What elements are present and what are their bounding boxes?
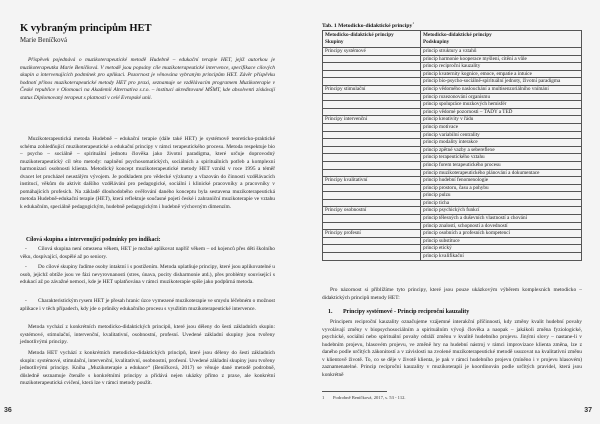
table-row — [323, 169, 582, 177]
cell-group — [323, 169, 421, 177]
cell-subgroup: princip vědomého naslouchání a multisenzoriálního vnímání — [421, 85, 582, 93]
header-line: Metodicko-didaktické principy — [325, 32, 394, 38]
cell-group: Principy kvalitativní — [323, 177, 421, 185]
table-row — [323, 161, 582, 169]
cell-group — [323, 222, 421, 230]
table-row — [323, 146, 582, 154]
cell-group — [323, 101, 421, 109]
cell-group — [323, 154, 421, 162]
header-line: Skupiny — [325, 39, 344, 45]
cell-group: Principy stimulační — [323, 85, 421, 93]
cell-group: Principy profesní — [323, 230, 421, 238]
table-row — [323, 55, 582, 63]
table-row — [323, 78, 582, 86]
cell-group — [323, 63, 421, 71]
cell-group — [323, 184, 421, 192]
table-row — [323, 207, 582, 215]
table-row — [323, 48, 582, 56]
cell-subgroup: princip hudební fenomenologie — [421, 177, 582, 185]
cell-subgroup: princip substituce — [421, 237, 582, 245]
footnote-ref: 1 — [412, 21, 414, 25]
table-row — [323, 131, 582, 139]
cell-subgroup: princip kvalifikační — [421, 253, 582, 261]
cell-group: Principy osobnostní — [323, 207, 421, 215]
cell-group — [323, 123, 421, 131]
abstract: Příspěvek pojednává o muzikoterapeutické metodě Hudebně – edukační terapie HET, jejíž autorkou je muzikoterapeutka Marie Beníčková. V metodě jsou popsány cíle muzikoterapeutické intervence, specifikace cílových skupin a intervenujících podmínek pro aplikaci. Pozornost je věnována vybraným principům HET. Závěr příspěvku hodnotí přínos muzikoterapeutické metody HET pro praxi, seznamuje se vzdělávacím programem Muzikoterapie v České republice v Olomouci na Akademii Alternativa s.r.o. – instituci akreditované MŠMT, kde absolventi získávají status Diplomovaný terapeut s platností v celé Evropské unii. — [20, 57, 275, 101]
cell-group — [323, 199, 421, 207]
bullet-text: Do cílové skupiny řadíme osoby intaktní i s postižením. Metoda uplatňuje principy, které jsou aplikovatelné u osob, jejichž obtíže jsou ve fázi nevyrovnanosti (stres, únava, pocity disharmonie atd.), přes problémy související s edukací až po závažné nemoci, kde je HET uplatňována v rámci muzikoterapie spíše jako podpůrná metoda. — [20, 264, 275, 286]
author-name: Marie Beníčková — [20, 37, 67, 44]
bullet-marker: - — [25, 246, 27, 252]
table-row — [323, 222, 582, 230]
table-row — [323, 123, 582, 131]
cell-subgroup: princip kvaternity kognice, emoce, empatie a intuice — [421, 70, 582, 78]
column-header-subgroups — [421, 31, 582, 48]
cell-group — [323, 237, 421, 245]
header-line: Podskupiny — [423, 39, 450, 45]
table-row — [323, 63, 582, 71]
cell-group — [323, 70, 421, 78]
cell-subgroup: princip struktury a vztahů — [421, 48, 582, 56]
table-row — [323, 116, 582, 124]
table-row — [323, 101, 582, 109]
bullet-item — [20, 298, 275, 313]
cell-subgroup: princip kreativity v řádu — [421, 116, 582, 124]
cell-subgroup: princip prostoru, času a pohybu — [421, 184, 582, 192]
bullet-item — [20, 264, 275, 287]
cell-group — [323, 55, 421, 63]
cell-group: Principy intervenční — [323, 116, 421, 124]
cell-subgroup: princip terapeutického vztahu — [421, 154, 582, 162]
cell-subgroup: princip zpětné vazby a sebereflexe — [421, 146, 582, 154]
bullet-marker: - — [25, 264, 27, 270]
table-caption-text: Tab. 1 Metodicko-didaktické principy — [322, 22, 413, 29]
body-paragraph-2: Metoda vychází z konkrétních metodicko-didaktických principů, které jsou děleny do šesti základních skupin: systémové, stimulační, intervenční, kvalitativní, osobnostní, profesní. Uvedené základní skupiny jsou tvořeny jednotlivými principy. — [20, 324, 275, 346]
cell-group — [323, 161, 421, 169]
cell-group — [323, 146, 421, 154]
body-paragraph-1: Muzikoterapeutická metoda Hudebně – edukační terapie (dále také HET) je systémově teoreticko-praktické schéma zohledňující muzikoterapeutické a edukační principy v rámci terapeutického procesu. Metoda respektuje bio – psycho – sociálně – spirituální jednotu člověka jako životní paradigma, které určuje doprovodný muzikoterapeutický cíl této metody: naplnění psychosomatických, sociálních a spirituálních potřeb a komplexní harmonizaci osobnosti klienta. Metodický koncept muzikoterapeutické metody HET vznikl v roce 1995 a téměř dvacet let procházel neustálým vývojem. Je podkladem pro vědecké výzkumy a vřazován do činnosti vzdělávacích institucí, věkům do aktivit dalšího vzdělávání pro pedagogické, sociální i klinické pracovníky a pracovníky v pomáhajících profesích. Na základě dlouhodobého ověřování daného konceptu byla sestavena muzikoterapeutická metoda Hudebně-edukační terapie (HET), která reflektuje současné pojetí české i zahraniční muzikoterapie ve vztahu k edukačním, speciálně pedagogickým, hudebně pedagogickým i hudebně výchovným dimenzím. — [20, 136, 275, 210]
cell-subgroup: princip ticha — [421, 199, 582, 207]
table-row — [323, 177, 582, 185]
table-header-row — [323, 31, 582, 48]
footnote-number: 1 — [322, 395, 325, 400]
table-row — [323, 93, 582, 101]
intro-paragraph: Pro názornost si přiblížíme tyto principy, které jsou pouze ukázkovým výběrem komplexních metodicko – didaktických principů metody HET: — [322, 287, 582, 301]
cell-group: Principy systémové — [323, 48, 421, 56]
cell-subgroup: princip pulzu — [421, 192, 582, 200]
cell-group — [323, 139, 421, 147]
page-number: 37 — [584, 407, 592, 414]
table-row — [323, 192, 582, 200]
cell-subgroup: princip rozezonování organismu — [421, 93, 582, 101]
article-title: K vybraným principům HET — [20, 23, 152, 34]
page-number: 36 — [4, 407, 12, 414]
table-row — [323, 215, 582, 223]
bullet-item — [20, 246, 275, 261]
table-row — [323, 70, 582, 78]
cell-group — [323, 192, 421, 200]
cell-group — [323, 108, 421, 116]
cell-subgroup: princip znalostí, schopností a dovedností — [421, 222, 582, 230]
cell-group — [323, 78, 421, 86]
cell-group — [323, 131, 421, 139]
cell-subgroup: princip spolupráce mozkových hemisfér — [421, 101, 582, 109]
section-number: 1. — [328, 309, 333, 315]
body-paragraph-3: Metoda HET vychází z konkrétních metodicko-didaktických principů, které jsou děleny do šesti základních skupin: systémové, stimulační, intervenční, kvalitativní, osobnostní, profesní. Uvedené základní skupiny jsou tvořeny jednotlivými principy. Kniha „Muzikoterapie a edukace“ (Beníčková, 2017) se věnuje dané metodě podrobně, důsledně seznamuje čtenáře s konkrétními principy a přidává nejen ukázky přímo z praxe, ale konkrétní muzikoterapeutická cvičení, která lze v rámci metody použít. — [20, 350, 275, 387]
table-row — [323, 199, 582, 207]
cell-subgroup: princip motivace — [421, 123, 582, 131]
cell-subgroup: princip psychických funkcí — [421, 207, 582, 215]
cell-subgroup: princip harmonie kooperace myšlení, cítění a vůle — [421, 55, 582, 63]
footnote — [322, 395, 406, 400]
table-row — [323, 108, 582, 116]
table-row — [323, 154, 582, 162]
section-title: Principy systémové - Princip reciproční kauzality — [343, 309, 470, 315]
cell-subgroup: princip modality interakce — [421, 139, 582, 147]
cell-group — [323, 253, 421, 261]
table-row — [323, 184, 582, 192]
target-group-heading: Cílová skupina a intervenující podmínky pro indikaci: — [26, 237, 161, 243]
table-row — [323, 237, 582, 245]
bullet-text: Cílová skupina není omezena věkem, HET je možné aplikovat napříč věkem – od kojenců přes děti školního věku, dospívající, dospělé až po seniory. — [20, 246, 275, 260]
footnote-divider — [322, 391, 387, 392]
table-row — [323, 230, 582, 238]
column-header-groups — [323, 31, 421, 48]
cell-subgroup: princip variabilní centrality — [421, 131, 582, 139]
cell-group — [323, 215, 421, 223]
cell-subgroup: princip muzikoterapeutického plánování a dokumentace — [421, 169, 582, 177]
cell-subgroup: princip vědomé pozornosti – TADY a TEĎ — [421, 108, 582, 116]
table-row — [323, 253, 582, 261]
cell-subgroup: princip tělesných a duševních vlastností a chování — [421, 215, 582, 223]
cell-group — [323, 93, 421, 101]
cell-subgroup: princip reciproční kauzality — [421, 63, 582, 71]
table-row — [323, 139, 582, 147]
bullet-marker: - — [25, 298, 27, 304]
table-caption — [322, 21, 414, 29]
header-line: Metodicko-didaktické principy — [423, 32, 492, 38]
cell-subgroup: princip etický — [421, 245, 582, 253]
cell-group — [323, 245, 421, 253]
cell-subgroup: princip osobních a profesních kompetencí — [421, 230, 582, 238]
footnote-text: Podrobně Beníčková, 2017, s. 53 - 112. — [333, 395, 406, 400]
table-row — [323, 245, 582, 253]
table-row — [323, 85, 582, 93]
cell-subgroup: princip forem terapeutického procesu — [421, 161, 582, 169]
bullet-text: Charakteristickým rysem HET je přesah hranic úzce vymezené muzikoterapie ve smyslu léčebném o možnost aplikace i v těch případech, kdy jde o průniky edukačního procesu s využitím muzikoterapeutické intervence. — [20, 298, 275, 312]
cell-subgroup: princip bio-psycho-sociálně-spirituální jednoty, životní paradigma — [421, 78, 582, 86]
principles-table — [322, 30, 582, 261]
section-paragraph: Principem reciproční kauzality označujeme vzájemné interakční příčinnosti, kdy změny kvalit hudební povahy vyvolávají změny v biopsychosociálním a spirituálním vývoji člověka a naopak – jakákoli změna fyziologické, psychické, sociální nebo spirituální povahy odráží změnu v kvalitě hudebního projevu. Jinými slovy – nastane-li v hudebním projevu, hlasovém projevu, ve změně hry na hudební nástroj v rámci improvizace klienta změna, lze z daného podle určitých zákonitostí a v závislosti na zvolené muzikoterapeutické metodě usuzovat na kvalitativní změnu v klientově životě. To, co se děje v životě klienta, je pak v rámci hudebního projevu (míněno i v projevu hlasovém) zaznamenatelné. Princip reciproční kauzality v muzikoterapii je koordinován podle určitých pravidel, která jsou konkrétně — [322, 319, 582, 378]
right-page — [300, 0, 600, 424]
section-heading — [328, 309, 469, 315]
